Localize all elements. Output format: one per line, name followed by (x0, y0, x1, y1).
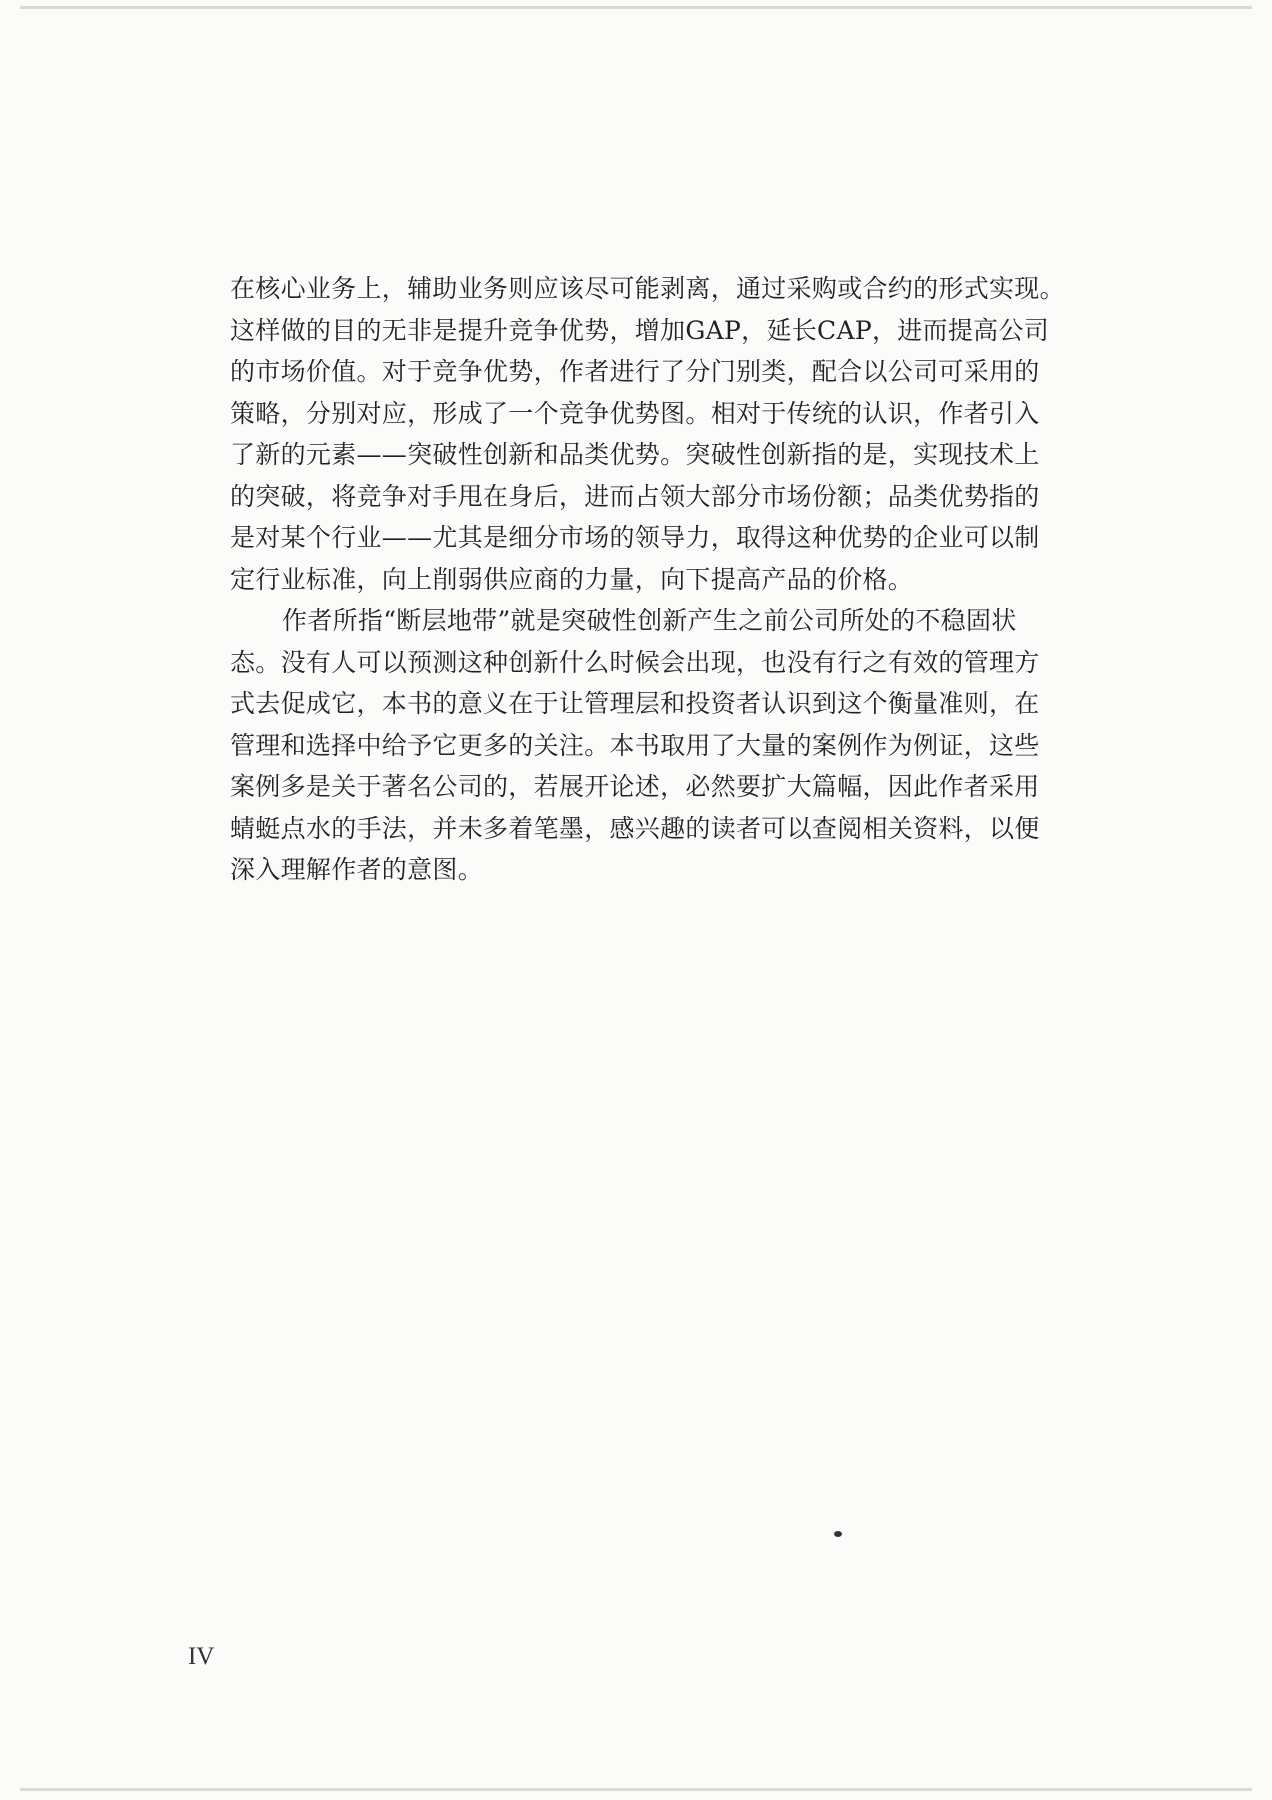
text-line: 是对某个行业——尤其是细分市场的领导力，取得这种优势的企业可以制 (230, 523, 1040, 552)
page-top-edge (20, 6, 1252, 9)
text-line: 在核心业务上，辅助业务则应该尽可能剥离，通过采购或合约的形式实现。 (230, 274, 1065, 303)
text-line: 式去促成它，本书的意义在于让管理层和投资者认识到这个衡量准则，在 (230, 689, 1040, 718)
text-line: 管理和选择中给予它更多的关注。本书取用了大量的案例作为例证，这些 (230, 730, 1040, 760)
text-line: 深入理解作者的意图。 (230, 855, 484, 884)
text-line: 了新的元素——突破性创新和品类优势。突破性创新指的是，实现技术上 (230, 440, 1040, 469)
body-text (230, 268, 1116, 891)
page-bottom-edge (20, 1788, 1252, 1791)
text-line: 定行业标准，向上削弱供应商的力量，向下提高产品的价格。 (230, 564, 914, 594)
paragraph-1 (230, 268, 1116, 600)
text-line: 蜻蜓点水的手法，并未多着笔墨，感兴趣的读者可以查阅相关资料，以便 (230, 813, 1040, 843)
page-number: IV (188, 1643, 215, 1670)
ink-speck (834, 1531, 842, 1537)
paragraph-2 (230, 600, 1116, 891)
text-line: 作者所指“断层地带”就是突破性创新产生之前公司所处的不稳固状 (282, 606, 1017, 635)
text-line: 态。没有人可以预测这种创新什么时候会出现，也没有行之有效的管理方 (230, 647, 1040, 677)
text-line: 策略，分别对应，形成了一个竞争优势图。相对于传统的认识，作者引入 (230, 398, 1040, 428)
text-line: 的市场价值。对于竞争优势，作者进行了分门别类，配合以公司可采用的 (230, 357, 1040, 386)
text-line: 案例多是关于著名公司的，若展开论述，必然要扩大篇幅，因此作者采用 (230, 772, 1040, 801)
text-line: 的突破，将竞争对手甩在身后，进而占领大部分市场份额；品类优势指的 (230, 481, 1040, 511)
text-line: 这样做的目的无非是提升竞争优势，增加GAP，延长CAP，进而提高公司 (230, 315, 1050, 345)
